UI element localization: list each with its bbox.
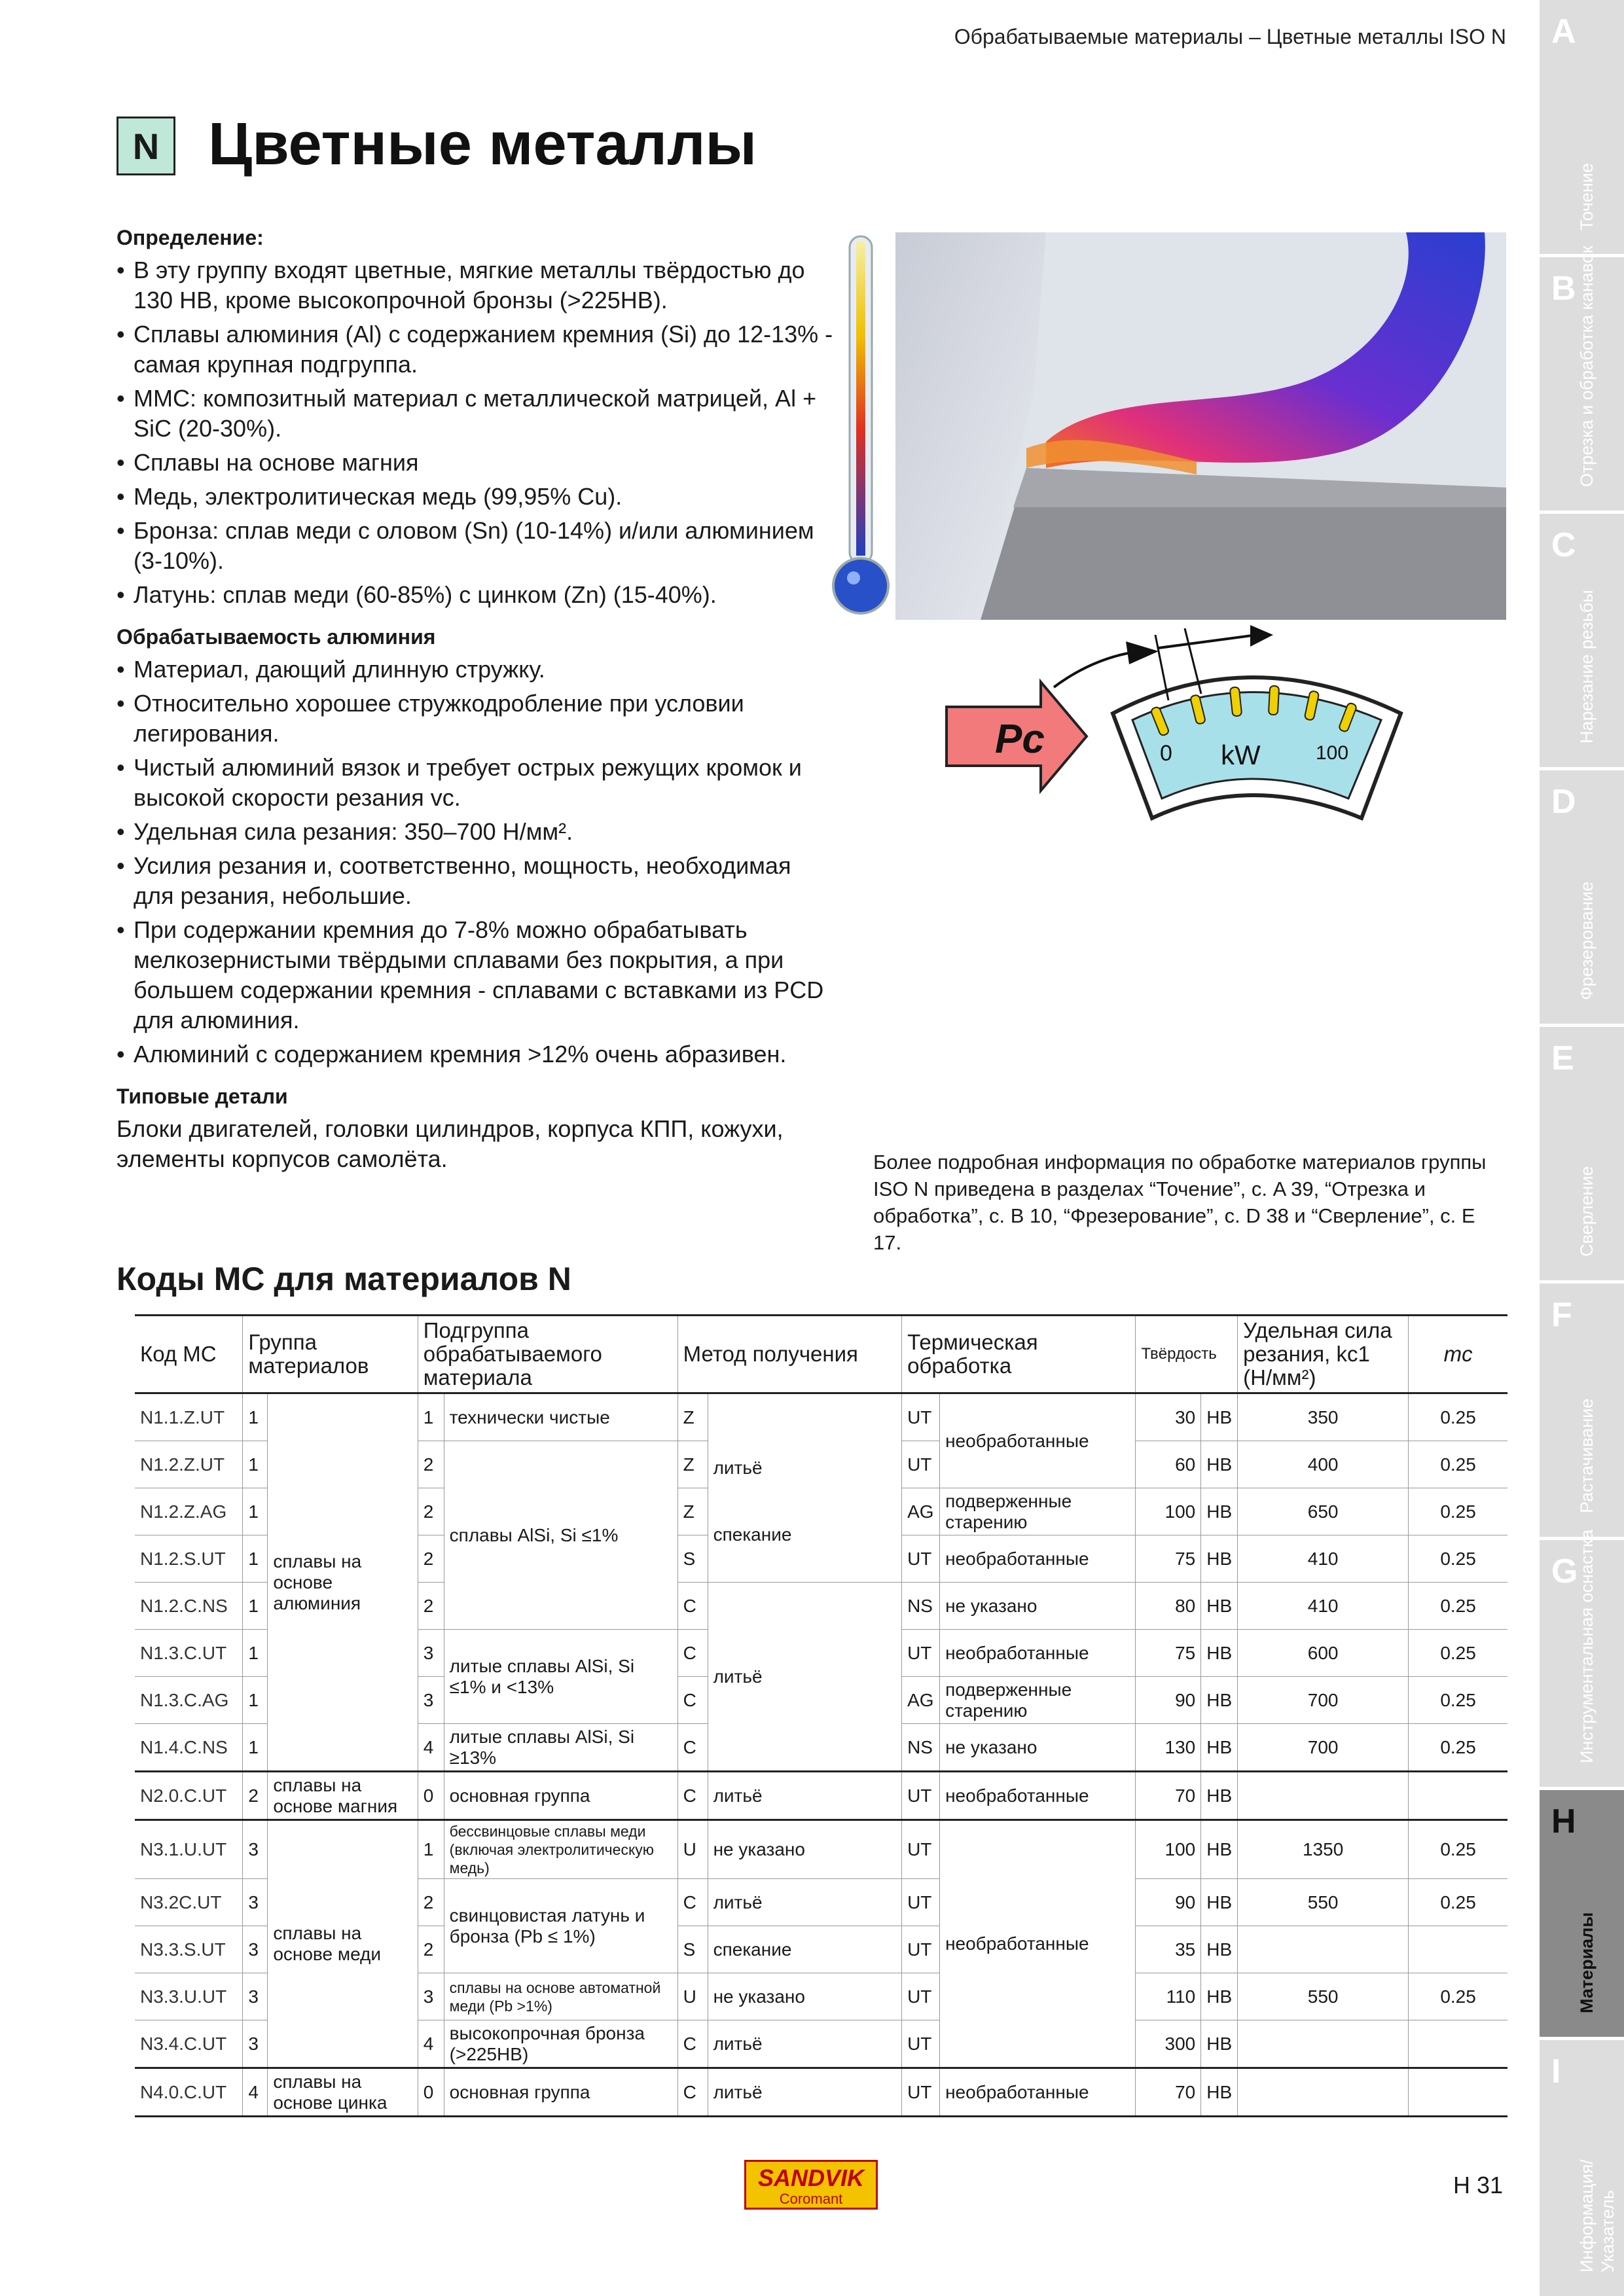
more-info-text: Более подробная информация по обработке материалов группы ISO N приведена в разделах “Точение”, с. A 39, “Отрезка и обработка”, с. B 10, “Фрезерование”, с. D 38 и “Сверление”, с. E 17. (873, 1151, 1487, 1254)
cell-method-code: Z (677, 1441, 708, 1488)
cell-hardness: 100 (1136, 1820, 1201, 1879)
typical-parts-text: Блоки двигателей, головки цилиндров, корпуса КПП, кожухи, элементы корпусов самолёта. (117, 1115, 784, 1172)
cell-subgroup: сплавы на основе автоматной меди (Pb >1%) (444, 1973, 677, 2020)
tab-label: Материалы (1577, 1912, 1597, 2013)
tab-letter: C (1551, 526, 1576, 564)
list-item: • Алюминий с содержанием кремния >12% очень абразивен. (117, 1039, 837, 1069)
tab-letter: A (1551, 12, 1576, 50)
definition-list (117, 255, 837, 610)
cell-group-num: 3 (243, 2020, 268, 2068)
cell-subgroup-num: 3 (418, 1973, 444, 2020)
cell-group-num: 3 (243, 1879, 268, 1926)
cell-subgroup: свинцовистая латунь и бронза (Pb ≤ 1%) (444, 1879, 677, 1973)
cell-hardness-unit: HB (1201, 1973, 1238, 2020)
cell-hardness: 70 (1136, 1772, 1201, 1820)
cell-code: N2.0.C.UT (135, 1772, 243, 1820)
machinability-list (117, 655, 837, 1069)
cell-method: не указано (708, 1820, 902, 1879)
cell-mc: 0.25 (1409, 1441, 1507, 1488)
cell-hardness-unit: HB (1201, 2068, 1238, 2117)
cell-heat-code: NS (902, 1583, 940, 1630)
cell-kc1: 700 (1238, 1677, 1409, 1724)
cell-subgroup-num: 3 (418, 1630, 444, 1677)
cell-group-num: 3 (243, 1820, 268, 1879)
cell-kc1 (1238, 1772, 1409, 1820)
cell-heat: необработанные (940, 1630, 1136, 1677)
list-item: • Латунь: сплав меди (60-85%) с цинком (Zn) (15-40%). (117, 580, 837, 610)
cell-mc: 0.25 (1409, 1879, 1507, 1926)
cell-heat-code: UT (902, 1926, 940, 1973)
list-item: • Усилия резания и, соответственно, мощность, необходимая для резания, небольшие. (117, 851, 837, 911)
cell-mc: 0.25 (1409, 1535, 1507, 1583)
cell-code: N4.0.C.UT (135, 2068, 243, 2117)
cell-heat-code: AG (902, 1488, 940, 1535)
cell-subgroup-num: 2 (418, 1535, 444, 1583)
cell-code: N1.2.Z.UT (135, 1441, 243, 1488)
cell-hardness: 75 (1136, 1535, 1201, 1583)
cell-kc1: 350 (1238, 1393, 1409, 1441)
cell-heat-code: NS (902, 1724, 940, 1772)
cell-hardness: 35 (1136, 1926, 1201, 1973)
side-tab-a[interactable] (1540, 0, 1624, 254)
tab-label: Фрезерование (1577, 881, 1597, 1000)
cell-method-code: C (677, 1583, 708, 1630)
cell-kc1: 650 (1238, 1488, 1409, 1535)
cell-mc: 0.25 (1409, 1630, 1507, 1677)
cell-hardness-unit: HB (1201, 1926, 1238, 1973)
list-item: • Сплавы на основе магния (117, 448, 837, 478)
cell-subgroup-num: 0 (418, 2068, 444, 2117)
cell-method: не указано (708, 1973, 902, 2020)
cell-method-code: C (677, 1724, 708, 1772)
cell-method-code: U (677, 1973, 708, 2020)
cell-hardness-unit: HB (1201, 1535, 1238, 1583)
side-tab-f[interactable] (1540, 1283, 1624, 1537)
tab-label: Инструментальная оснастка (1577, 1529, 1597, 1763)
list-item: • Чистый алюминий вязок и требует острых режущих кромок и высокой скорости резания vc. (117, 753, 837, 813)
tab-letter: E (1551, 1039, 1574, 1077)
side-tab-h[interactable] (1540, 1790, 1624, 2037)
cell-method-code: C (677, 2020, 708, 2068)
cell-kc1: 550 (1238, 1973, 1409, 2020)
cell-group-num: 2 (243, 1772, 268, 1820)
cell-hardness: 60 (1136, 1441, 1201, 1488)
cell-hardness-unit: HB (1201, 1879, 1238, 1926)
table-row (135, 1820, 1507, 1879)
cell-method: литьё (708, 1772, 902, 1820)
cell-code: N1.1.Z.UT (135, 1393, 243, 1441)
cell-heat-code: UT (902, 1820, 940, 1879)
cell-mc: 0.25 (1409, 1724, 1507, 1772)
cell-kc1: 410 (1238, 1583, 1409, 1630)
cell-method: литьё (708, 2020, 902, 2068)
cell-kc1: 550 (1238, 1879, 1409, 1926)
cell-subgroup-num: 3 (418, 1677, 444, 1724)
table-row (135, 2068, 1507, 2117)
cell-subgroup-num: 2 (418, 1926, 444, 1973)
definition-heading: Определение: (117, 226, 264, 249)
gauge-unit: kW (1221, 740, 1261, 770)
side-tab-c[interactable] (1540, 514, 1624, 767)
cell-method-code: C (677, 1879, 708, 1926)
cell-subgroup-num: 2 (418, 1879, 444, 1926)
cell-subgroup-num: 2 (418, 1583, 444, 1630)
cell-method-code: C (677, 2068, 708, 2117)
cell-mc: 0.25 (1409, 1488, 1507, 1535)
tab-label: Отрезка и обработка канавок (1577, 245, 1597, 487)
cell-subgroup-num: 1 (418, 1393, 444, 1441)
cell-heat-code: UT (902, 2020, 940, 2068)
cell-hardness-unit: HB (1201, 1772, 1238, 1820)
cell-hardness-unit: HB (1201, 1630, 1238, 1677)
cell-group-num: 1 (243, 1630, 268, 1677)
cell-kc1: 600 (1238, 1630, 1409, 1677)
cell-subgroup-num: 1 (418, 1820, 444, 1879)
side-tab-e[interactable] (1540, 1027, 1624, 1280)
cell-method-code: C (677, 1772, 708, 1820)
cell-hardness-unit: HB (1201, 1488, 1238, 1535)
tab-label: Информация/ Указатель (1577, 2159, 1617, 2272)
cell-group-zn: сплавы на основе цинка (268, 2068, 418, 2117)
cell-group-num: 4 (243, 2068, 268, 2117)
table-row (135, 1393, 1507, 1441)
running-head: Обрабатываемые материалы – Цветные металлы ISO N (954, 25, 1506, 48)
cell-heat: необработанные (940, 1820, 1136, 2068)
power-gauge-illustration (943, 622, 1453, 825)
cell-group-num: 3 (243, 1973, 268, 2020)
cell-hardness: 90 (1136, 1879, 1201, 1926)
cell-hardness: 80 (1136, 1583, 1201, 1630)
definition-section (117, 223, 837, 1174)
cell-heat: подверженные старению (940, 1677, 1136, 1724)
cell-hardness-unit: HB (1201, 1441, 1238, 1488)
cell-group-al: сплавы на основе алюминия (268, 1393, 418, 1772)
cell-heat: не указано (940, 1724, 1136, 1772)
cutting-temperature-illustration (830, 232, 1506, 620)
pc-label: Pc (995, 717, 1045, 762)
logo-line2: Coromant (779, 2191, 843, 2207)
cell-code: N3.3.U.UT (135, 1973, 243, 2020)
tab-label: Нарезание резьбы (1577, 590, 1597, 744)
tab-letter: B (1551, 270, 1576, 308)
cell-group-num: 1 (243, 1393, 268, 1441)
cell-method-code: U (677, 1820, 708, 1879)
cell-heat: подверженные старению (940, 1488, 1136, 1535)
cell-heat-code: UT (902, 1973, 940, 2020)
cell-group-num: 1 (243, 1724, 268, 1772)
cell-group-num: 1 (243, 1488, 268, 1535)
header-heat-treatment: Термическая обработка (902, 1316, 1136, 1393)
cell-hardness-unit: HB (1201, 2020, 1238, 2068)
tab-letter: D (1551, 783, 1576, 821)
cell-heat-code: UT (902, 1630, 940, 1677)
cell-mc (1409, 1926, 1507, 1973)
cell-method-code: S (677, 1535, 708, 1583)
cell-heat: необработанные (940, 1393, 1136, 1488)
cell-group-mg: сплавы на основе магния (268, 1772, 418, 1820)
cell-subgroup: бессвинцовые сплавы меди (включая электролитическую медь) (444, 1820, 677, 1879)
cell-group-num: 1 (243, 1441, 268, 1488)
cell-subgroup-num: 0 (418, 1772, 444, 1820)
cell-group-num: 1 (243, 1583, 268, 1630)
tab-label: Растачивание (1577, 1398, 1597, 1513)
typical-parts-heading: Типовые детали (117, 1085, 288, 1108)
cell-heat-code: AG (902, 1677, 940, 1724)
cell-mc: 0.25 (1409, 1973, 1507, 2020)
cell-mc (1409, 2068, 1507, 2117)
iso-n-badge: N (117, 117, 175, 175)
gauge-zero: 0 (1160, 741, 1172, 766)
cell-method-code: Z (677, 1488, 708, 1535)
cell-code: N3.1.U.UT (135, 1820, 243, 1879)
header-group: Группа материалов (243, 1316, 418, 1393)
cell-subgroup: технически чистые (444, 1393, 677, 1441)
cell-subgroup: сплавы AlSi, Si ≤1% (444, 1441, 677, 1630)
cell-kc1: 410 (1238, 1535, 1409, 1583)
cell-subgroup: высокопрочная бронза (>225HB) (444, 2020, 677, 2068)
cell-heat: необработанные (940, 1772, 1136, 1820)
cell-code: N3.3.S.UT (135, 1926, 243, 1973)
cell-heat: необработанные (940, 2068, 1136, 2117)
mc-codes-table (135, 1314, 1507, 2117)
cell-heat-code: UT (902, 1393, 940, 1441)
header-hardness: Твёрдость (1136, 1316, 1238, 1393)
cell-subgroup-num: 4 (418, 1724, 444, 1772)
cell-group-num: 3 (243, 1926, 268, 1973)
method-cast-label: литьё (713, 1457, 763, 1478)
cell-mc (1409, 2020, 1507, 2068)
list-item: • Удельная сила резания: 350–700 Н/мм². (117, 817, 837, 847)
cell-mc: 0.25 (1409, 1583, 1507, 1630)
cell-subgroup-num: 2 (418, 1441, 444, 1488)
cell-heat-code: UT (902, 1441, 940, 1488)
cell-method (708, 1393, 902, 1583)
cell-heat: необработанные (940, 1535, 1136, 1583)
cell-method-code: C (677, 1630, 708, 1677)
list-item: • MMC: композитный материал с металлической матрицей, Al + SiC (20-30%). (117, 384, 837, 444)
cell-group-num: 1 (243, 1677, 268, 1724)
tab-letter: G (1551, 1552, 1578, 1590)
cell-subgroup: основная группа (444, 2068, 677, 2117)
cell-mc (1409, 1772, 1507, 1820)
cell-heat-code: UT (902, 1535, 940, 1583)
cell-subgroup-num: 2 (418, 1488, 444, 1535)
list-item: • Относительно хорошее стружкодробление при условии легирования. (117, 689, 837, 749)
list-item: • В эту группу входят цветные, мягкие металлы твёрдостью до 130 HB, кроме высокопрочной бронзы (>225HB). (117, 255, 837, 315)
header-kc1: Удельная сила резания, kc1 (Н/мм²) (1238, 1316, 1409, 1393)
cell-method-code: S (677, 1926, 708, 1973)
list-item: • Медь, электролитическая медь (99,95% Cu). (117, 482, 837, 512)
cell-code: N1.4.C.NS (135, 1724, 243, 1772)
tab-letter: I (1551, 2053, 1561, 2090)
cell-method: литьё (708, 1583, 902, 1772)
cell-kc1 (1238, 2068, 1409, 2117)
list-item: • Материал, дающий длинную стружку. (117, 655, 837, 685)
cell-hardness: 90 (1136, 1677, 1201, 1724)
cell-kc1: 400 (1238, 1441, 1409, 1488)
list-item: • Бронза: сплав меди с оловом (Sn) (10-14%) и/или алюминием (3-10%). (117, 516, 837, 576)
tab-letter: F (1551, 1296, 1572, 1334)
cell-mc: 0.25 (1409, 1677, 1507, 1724)
cell-method-code: C (677, 1677, 708, 1724)
cell-subgroup-num: 4 (418, 2020, 444, 2068)
logo-line1: SANDVIK (757, 2164, 865, 2191)
cell-code: N1.2.Z.AG (135, 1488, 243, 1535)
list-item: • При содержании кремния до 7-8% можно обрабатывать мелкозернистыми твёрдыми сплавами без покрытия, а при большем содержании кремния - сплавами с вставками из PCD для алюминия. (117, 915, 837, 1035)
cell-hardness-unit: HB (1201, 1820, 1238, 1879)
gauge-max: 100 (1316, 742, 1349, 764)
header-code: Код MC (135, 1316, 243, 1393)
cell-hardness-unit: HB (1201, 1393, 1238, 1441)
cell-mc: 0.25 (1409, 1820, 1507, 1879)
cell-heat-code: UT (902, 1879, 940, 1926)
cell-code: N3.4.C.UT (135, 2020, 243, 2068)
cell-hardness: 70 (1136, 2068, 1201, 2117)
header-method: Метод получения (677, 1316, 901, 1393)
header-mc: mc (1409, 1316, 1507, 1393)
cell-kc1: 700 (1238, 1724, 1409, 1772)
cell-kc1 (1238, 1926, 1409, 1973)
cell-method: спекание (708, 1926, 902, 1973)
cell-method: литьё (708, 1879, 902, 1926)
cell-group-cu: сплавы на основе меди (268, 1820, 418, 2068)
page-number: H 31 (1453, 2172, 1504, 2198)
cell-hardness: 300 (1136, 2020, 1201, 2068)
table-title: Коды MC для материалов N (117, 1261, 571, 1297)
tab-label: Сверление (1577, 1166, 1597, 1257)
cell-heat-code: UT (902, 2068, 940, 2117)
header-subgroup: Подгруппа обрабатываемого материала (418, 1316, 677, 1393)
cell-hardness: 110 (1136, 1973, 1201, 2020)
cell-hardness-unit: HB (1201, 1677, 1238, 1724)
cell-code: N1.2.S.UT (135, 1535, 243, 1583)
cell-code: N1.2.C.NS (135, 1583, 243, 1630)
method-sinter-label: спекание (713, 1524, 792, 1545)
sandvik-coromant-logo (744, 2160, 878, 2210)
cell-code: N1.3.C.AG (135, 1677, 243, 1724)
side-tab-i[interactable] (1540, 2040, 1624, 2296)
cell-method: литьё (708, 2068, 902, 2117)
list-item: • Сплавы алюминия (Al) с содержанием кремния (Si) до 12-13% - самая крупная подгруппа. (117, 319, 837, 380)
cell-heat: не указано (940, 1583, 1136, 1630)
side-tab-d[interactable] (1540, 770, 1624, 1024)
page-title: Цветные металлы (208, 111, 757, 177)
cell-kc1 (1238, 2020, 1409, 2068)
cell-hardness-unit: HB (1201, 1583, 1238, 1630)
cell-group-num: 1 (243, 1535, 268, 1583)
cell-code: N3.2C.UT (135, 1879, 243, 1926)
cell-hardness-unit: HB (1201, 1724, 1238, 1772)
cell-hardness: 75 (1136, 1630, 1201, 1677)
cell-hardness: 130 (1136, 1724, 1201, 1772)
tab-label: Точение (1577, 163, 1597, 230)
cell-kc1: 1350 (1238, 1820, 1409, 1879)
side-tab-b[interactable] (1540, 245, 1624, 511)
table-row (135, 1772, 1507, 1820)
cell-mc: 0.25 (1409, 1393, 1507, 1441)
cell-heat-code: UT (902, 1772, 940, 1820)
cell-hardness: 100 (1136, 1488, 1201, 1535)
cell-subgroup: основная группа (444, 1772, 677, 1820)
tab-letter: H (1551, 1803, 1576, 1840)
cell-method-code: Z (677, 1393, 708, 1441)
cell-subgroup: литые сплавы AlSi, Si ≤1% и <13% (444, 1630, 677, 1724)
side-tab-g[interactable] (1540, 1529, 1624, 1787)
machinability-heading: Обрабатываемость алюминия (117, 625, 436, 649)
cell-code: N1.3.C.UT (135, 1630, 243, 1677)
cell-subgroup: литые сплавы AlSi, Si ≥13% (444, 1724, 677, 1772)
cell-hardness: 30 (1136, 1393, 1201, 1441)
